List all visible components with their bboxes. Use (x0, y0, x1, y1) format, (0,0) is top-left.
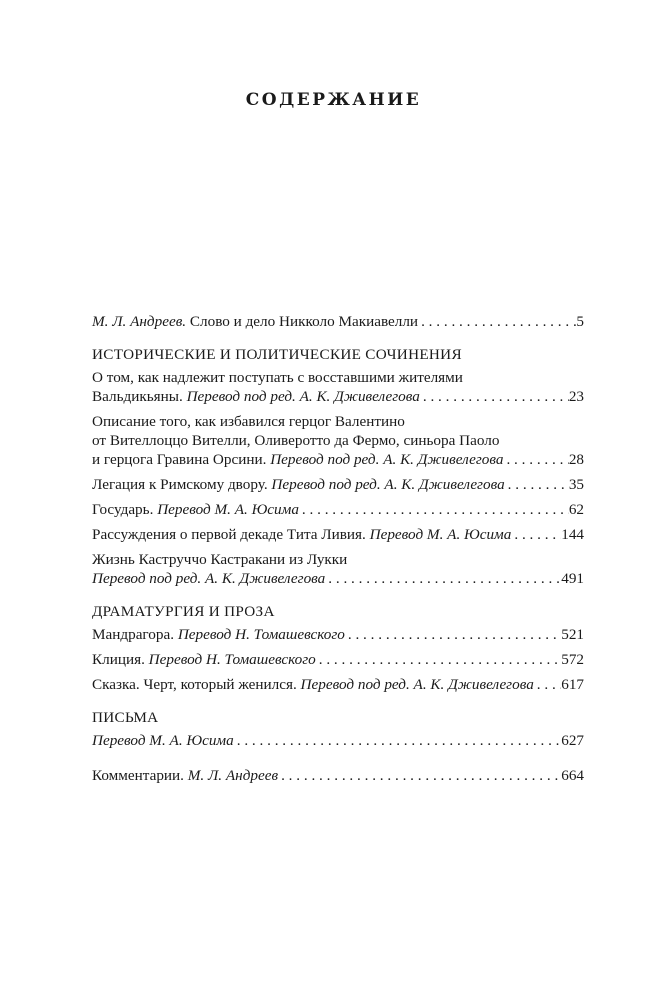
page-number: 572 (561, 651, 584, 668)
dot-leader (278, 766, 561, 785)
dot-leader (511, 525, 561, 544)
dot-leader (534, 675, 561, 694)
page-number: 617 (561, 676, 584, 693)
entry-title: Комментарии. (92, 767, 184, 784)
page-number: 521 (561, 626, 584, 643)
page-number: 5 (576, 313, 584, 330)
entry-title: Слово и дело Никколо Макиавелли (189, 313, 419, 330)
page-title: СОДЕРЖАНИЕ (245, 90, 422, 110)
entry-title: Клиция. (92, 651, 145, 668)
dot-leader (418, 312, 576, 331)
dot-leader (234, 731, 561, 750)
page-number: 664 (561, 767, 584, 784)
page-number: 627 (561, 732, 584, 749)
toc-entry-prince[interactable] (92, 500, 584, 519)
entry-title: Жизнь Каструччо Кастракани из Лукки (92, 551, 348, 568)
toc-entry-valdichiana[interactable] (92, 368, 584, 406)
dot-leader (316, 650, 562, 669)
entry-title: Сказка. Черт, который женился. (92, 676, 297, 693)
page-number: 491 (561, 570, 584, 587)
dot-leader (420, 387, 569, 406)
toc-entry-legation[interactable] (92, 475, 584, 494)
section-heading-historical: ИСТОРИЧЕСКИЕ И ПОЛИТИЧЕСКИЕ СОЧИНЕНИЯ (92, 346, 462, 363)
entry-translator: Перевод под ред. А. К. Дживелегова (271, 476, 505, 493)
entry-translator: Перевод под ред. А. К. Дживелегова (92, 570, 326, 587)
entry-title-cont: и герцога Гравина Орсини. (92, 451, 267, 468)
entry-translator: Перевод М. А. Юсима (92, 732, 234, 749)
dot-leader (345, 625, 561, 644)
entry-translator: Перевод под ред. А. К. Дживелегова (270, 451, 504, 468)
dot-leader (299, 500, 569, 519)
toc-entry-castruccio[interactable] (92, 550, 584, 588)
page-number: 62 (568, 501, 584, 518)
spacer (92, 756, 584, 766)
entry-author: М. Л. Андреев (187, 767, 279, 784)
toc-entry-letters[interactable] (92, 731, 584, 750)
entry-translator: Перевод под ред. А. К. Дживелегова (300, 676, 534, 693)
section-heading-drama: ДРАМАТУРГИЯ И ПРОЗА (92, 603, 275, 620)
entry-title: Государь. (92, 501, 154, 518)
toc-entry-belfagor[interactable] (92, 675, 584, 694)
page-number: 144 (561, 526, 584, 543)
toc-entry-mandragola[interactable] (92, 625, 584, 644)
toc-entry-comments[interactable] (92, 766, 584, 785)
entry-title: Рассуждения о первой декаде Тита Ливия. (92, 526, 366, 543)
section-heading-letters: ПИСЬМА (92, 709, 159, 726)
toc-entry-valentino[interactable] (92, 412, 584, 469)
entry-title: Описание того, как избавился герцог Валентино (92, 413, 405, 430)
table-of-contents (92, 312, 584, 791)
entry-author: М. Л. Андреев. (92, 313, 187, 330)
toc-entry-discourses[interactable] (92, 525, 584, 544)
page-number: 28 (568, 451, 584, 468)
entry-title: Легация к Римскому двору. (92, 476, 268, 493)
entry-translator: Перевод Н. Томашевского (177, 626, 345, 643)
dot-leader (503, 450, 568, 469)
toc-entry-intro[interactable] (92, 312, 584, 331)
entry-translator: Перевод под ред. А. К. Дживелегова (186, 388, 420, 405)
dot-leader (325, 569, 561, 588)
entry-title: О том, как надлежит поступать с восставшими жителями (92, 369, 463, 386)
toc-entry-clizia[interactable] (92, 650, 584, 669)
entry-translator: Перевод М. А. Юсима (157, 501, 299, 518)
entry-translator: Перевод М. А. Юсима (369, 526, 512, 543)
entry-title-cont: от Вителлоццо Вителли, Оливеротто да Фермо, синьора Паоло (92, 432, 500, 449)
page-number: 35 (568, 476, 584, 493)
page-number: 23 (568, 388, 584, 405)
dot-leader (505, 475, 569, 494)
entry-title: Мандрагора. (92, 626, 175, 643)
entry-title-cont: Вальдикьяны. (92, 388, 183, 405)
entry-translator: Перевод Н. Томашевского (148, 651, 316, 668)
